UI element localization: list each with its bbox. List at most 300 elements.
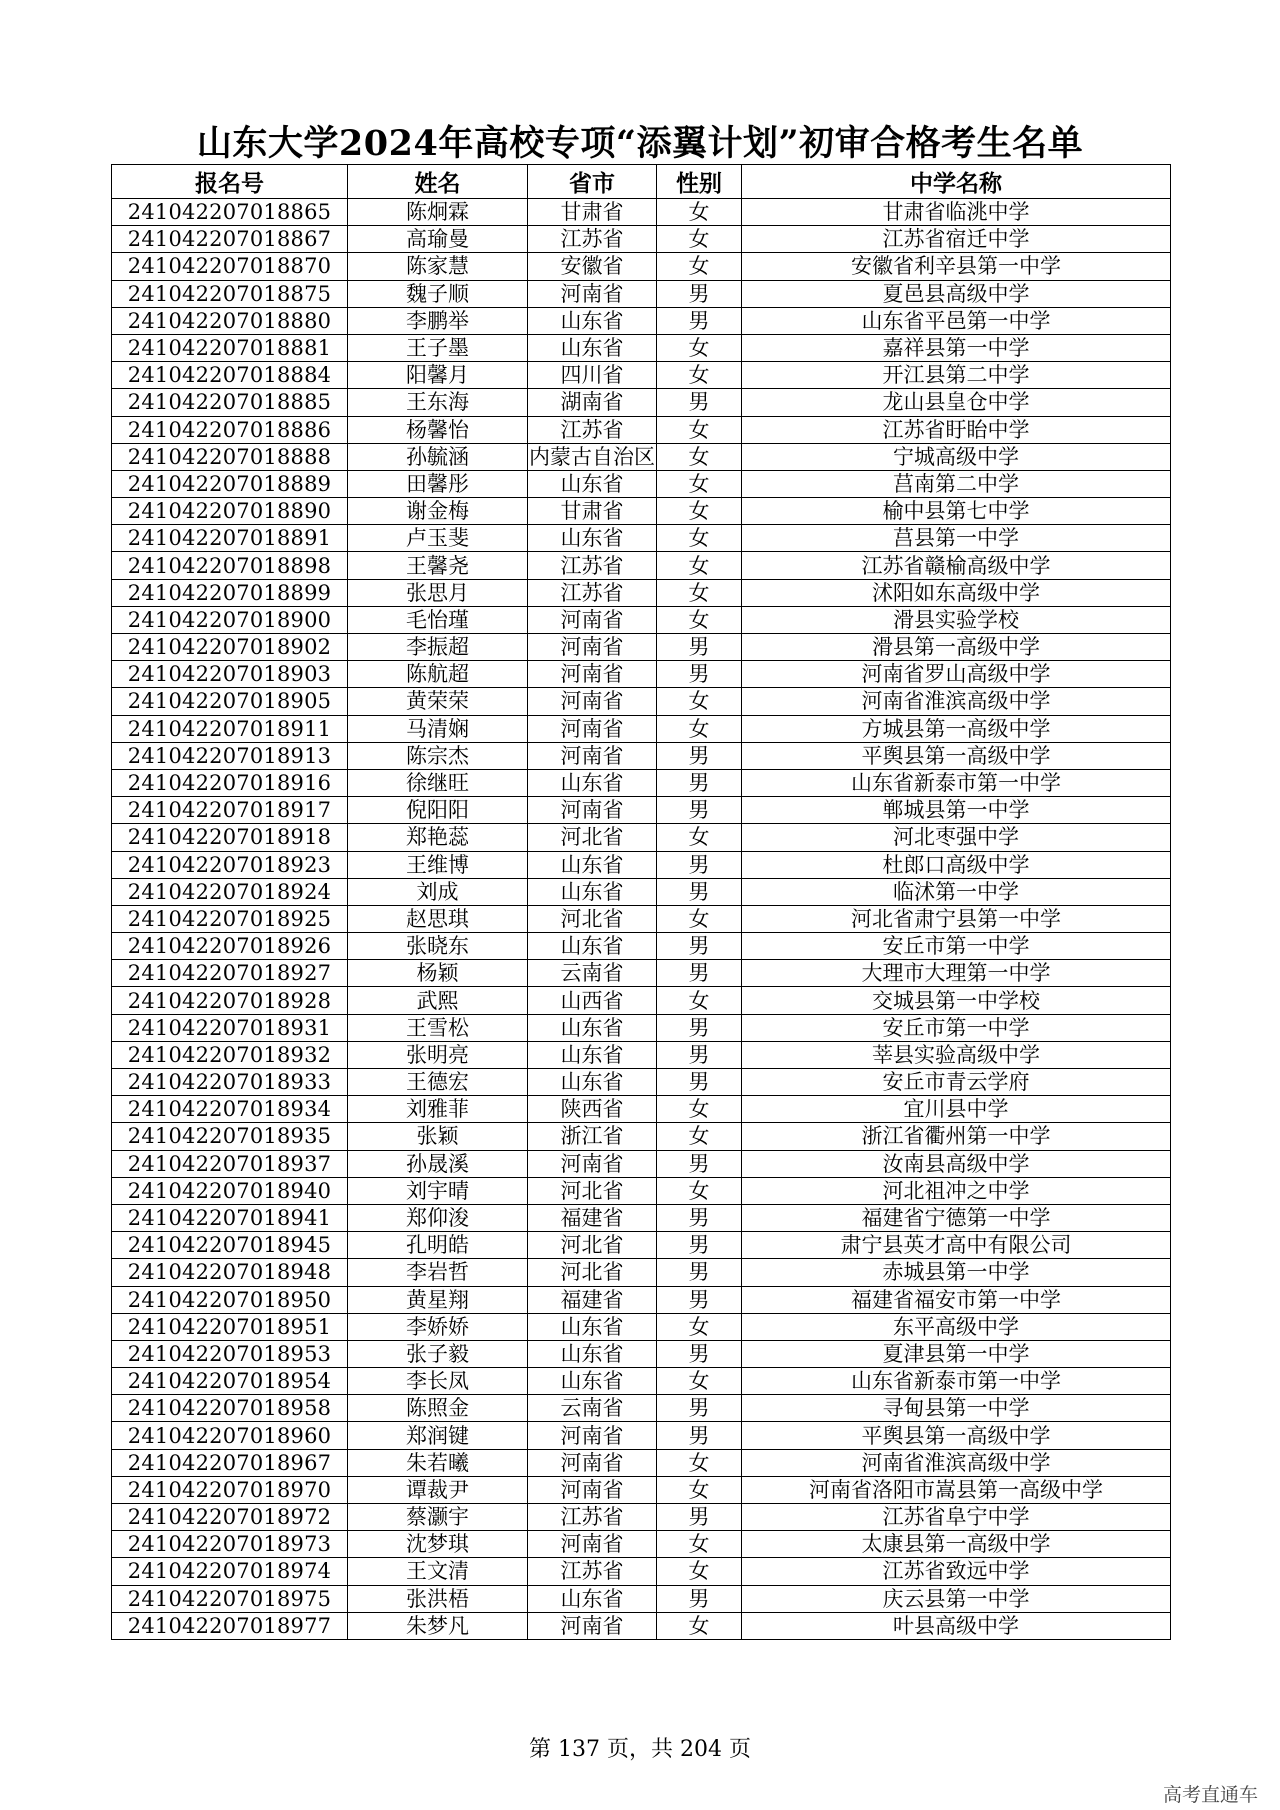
name-cell: 郑润键	[348, 1422, 528, 1449]
table-row	[112, 307, 1171, 334]
table-row	[112, 1096, 1171, 1123]
registration-number-cell: 241042207018928	[112, 987, 348, 1014]
gender-cell: 男	[657, 1585, 742, 1612]
table-row	[112, 1204, 1171, 1231]
school-name-cell: 赤城县第一中学	[742, 1259, 1171, 1286]
registration-number-cell: 241042207018890	[112, 498, 348, 525]
school-name-cell: 河南省洛阳市嵩县第一高级中学	[742, 1476, 1171, 1503]
registration-number-cell: 241042207018867	[112, 226, 348, 253]
table-row	[112, 334, 1171, 361]
school-name-cell: 开江县第二中学	[742, 362, 1171, 389]
name-cell: 张思月	[348, 579, 528, 606]
school-name-cell: 榆中县第七中学	[742, 498, 1171, 525]
province-cell: 湖南省	[528, 389, 657, 416]
table-row	[112, 1612, 1171, 1639]
registration-number-cell: 241042207018931	[112, 1014, 348, 1041]
province-cell: 福建省	[528, 1204, 657, 1231]
name-cell: 张明亮	[348, 1041, 528, 1068]
province-cell: 四川省	[528, 362, 657, 389]
registration-number-cell: 241042207018913	[112, 742, 348, 769]
gender-cell: 女	[657, 579, 742, 606]
registration-number-cell: 241042207018881	[112, 334, 348, 361]
school-name-cell: 滑县实验学校	[742, 606, 1171, 633]
gender-cell: 女	[657, 443, 742, 470]
school-name-cell: 安丘市青云学府	[742, 1069, 1171, 1096]
registration-number-cell: 241042207018975	[112, 1585, 348, 1612]
name-cell: 蔡灏宇	[348, 1504, 528, 1531]
school-name-cell: 福建省福安市第一中学	[742, 1286, 1171, 1313]
registration-number-cell: 241042207018960	[112, 1422, 348, 1449]
table-row	[112, 688, 1171, 715]
registration-number-cell: 241042207018932	[112, 1041, 348, 1068]
name-cell: 李鹏举	[348, 307, 528, 334]
gender-cell: 男	[657, 1504, 742, 1531]
name-cell: 田馨彤	[348, 470, 528, 497]
table-row	[112, 851, 1171, 878]
table-row	[112, 498, 1171, 525]
registration-number-cell: 241042207018950	[112, 1286, 348, 1313]
gender-cell: 女	[657, 987, 742, 1014]
gender-cell: 男	[657, 1395, 742, 1422]
name-cell: 李振超	[348, 634, 528, 661]
registration-number-cell: 241042207018948	[112, 1259, 348, 1286]
name-cell: 谢金梅	[348, 498, 528, 525]
name-cell: 王子墨	[348, 334, 528, 361]
province-cell: 河南省	[528, 1422, 657, 1449]
province-cell: 山东省	[528, 878, 657, 905]
province-cell: 山东省	[528, 307, 657, 334]
gender-cell: 女	[657, 824, 742, 851]
registration-number-cell: 241042207018973	[112, 1531, 348, 1558]
name-cell: 阳馨月	[348, 362, 528, 389]
name-cell: 赵思琪	[348, 905, 528, 932]
registration-number-cell: 241042207018941	[112, 1204, 348, 1231]
province-cell: 山东省	[528, 1041, 657, 1068]
table-row	[112, 1014, 1171, 1041]
table-row	[112, 1150, 1171, 1177]
name-cell: 陈家慧	[348, 253, 528, 280]
gender-cell: 女	[657, 1531, 742, 1558]
province-cell: 河南省	[528, 715, 657, 742]
table-row	[112, 878, 1171, 905]
table-row	[112, 1069, 1171, 1096]
name-cell: 武熙	[348, 987, 528, 1014]
registration-number-cell: 241042207018900	[112, 606, 348, 633]
registration-number-cell: 241042207018905	[112, 688, 348, 715]
name-cell: 谭裁尹	[348, 1476, 528, 1503]
school-name-cell: 浙江省衢州第一中学	[742, 1123, 1171, 1150]
table-row	[112, 797, 1171, 824]
name-cell: 王东海	[348, 389, 528, 416]
name-cell: 孔明皓	[348, 1232, 528, 1259]
gender-cell: 女	[657, 199, 742, 226]
school-name-cell: 宁城高级中学	[742, 443, 1171, 470]
name-cell: 刘宇晴	[348, 1177, 528, 1204]
school-name-cell: 江苏省赣榆高级中学	[742, 552, 1171, 579]
table-row	[112, 579, 1171, 606]
school-name-cell: 太康县第一高级中学	[742, 1531, 1171, 1558]
name-cell: 王德宏	[348, 1069, 528, 1096]
school-name-cell: 汝南县高级中学	[742, 1150, 1171, 1177]
province-cell: 山东省	[528, 470, 657, 497]
name-cell: 倪阳阳	[348, 797, 528, 824]
name-cell: 张子毅	[348, 1340, 528, 1367]
school-name-cell: 莒南第二中学	[742, 470, 1171, 497]
table-row	[112, 1558, 1171, 1585]
province-cell: 云南省	[528, 1395, 657, 1422]
table-row	[112, 1476, 1171, 1503]
registration-number-cell: 241042207018885	[112, 389, 348, 416]
watermark: 高考直通车	[1162, 1784, 1258, 1806]
table-row	[112, 606, 1171, 633]
school-name-cell: 江苏省阜宁中学	[742, 1504, 1171, 1531]
province-cell: 河南省	[528, 1612, 657, 1639]
registration-number-cell: 241042207018937	[112, 1150, 348, 1177]
name-cell: 王馨尧	[348, 552, 528, 579]
gender-cell: 男	[657, 1041, 742, 1068]
province-cell: 甘肃省	[528, 199, 657, 226]
table-row	[112, 742, 1171, 769]
gender-cell: 男	[657, 661, 742, 688]
table-row	[112, 470, 1171, 497]
province-cell: 河南省	[528, 1531, 657, 1558]
name-cell: 张洪梧	[348, 1585, 528, 1612]
name-cell: 张颖	[348, 1123, 528, 1150]
school-name-cell: 沭阳如东高级中学	[742, 579, 1171, 606]
table-row	[112, 960, 1171, 987]
gender-cell: 女	[657, 1096, 742, 1123]
gender-cell: 女	[657, 498, 742, 525]
gender-cell: 女	[657, 715, 742, 742]
gender-cell: 女	[657, 1612, 742, 1639]
province-cell: 安徽省	[528, 253, 657, 280]
table-row	[112, 552, 1171, 579]
gender-cell: 男	[657, 280, 742, 307]
registration-number-cell: 241042207018884	[112, 362, 348, 389]
province-cell: 河南省	[528, 797, 657, 824]
header-registration-number: 报名号	[112, 165, 348, 199]
gender-cell: 女	[657, 416, 742, 443]
school-name-cell: 安徽省利辛县第一中学	[742, 253, 1171, 280]
name-cell: 魏子顺	[348, 280, 528, 307]
school-name-cell: 肃宁县英才高中有限公司	[742, 1232, 1171, 1259]
province-cell: 河南省	[528, 742, 657, 769]
province-cell: 江苏省	[528, 226, 657, 253]
name-cell: 陈照金	[348, 1395, 528, 1422]
name-cell: 张晓东	[348, 933, 528, 960]
page-number: 第 137 页，共 204 页	[529, 1737, 751, 1762]
table-row	[112, 1449, 1171, 1476]
registration-number-cell: 241042207018954	[112, 1368, 348, 1395]
name-cell: 毛怡瑾	[348, 606, 528, 633]
name-cell: 王雪松	[348, 1014, 528, 1041]
table-row	[112, 1286, 1171, 1313]
school-name-cell: 寻甸县第一中学	[742, 1395, 1171, 1422]
table-row	[112, 1531, 1171, 1558]
school-name-cell: 甘肃省临洮中学	[742, 199, 1171, 226]
registration-number-cell: 241042207018934	[112, 1096, 348, 1123]
table-row	[112, 824, 1171, 851]
province-cell: 山东省	[528, 525, 657, 552]
name-cell: 徐继旺	[348, 769, 528, 796]
gender-cell: 男	[657, 1340, 742, 1367]
name-cell: 王文清	[348, 1558, 528, 1585]
registration-number-cell: 241042207018951	[112, 1313, 348, 1340]
registration-number-cell: 241042207018958	[112, 1395, 348, 1422]
province-cell: 江苏省	[528, 416, 657, 443]
province-cell: 山西省	[528, 987, 657, 1014]
province-cell: 山东省	[528, 1313, 657, 1340]
candidate-table	[111, 164, 1171, 1640]
registration-number-cell: 241042207018923	[112, 851, 348, 878]
name-cell: 李岩哲	[348, 1259, 528, 1286]
province-cell: 山东省	[528, 933, 657, 960]
province-cell: 江苏省	[528, 1504, 657, 1531]
school-name-cell: 莒县第一中学	[742, 525, 1171, 552]
province-cell: 河北省	[528, 1259, 657, 1286]
name-cell: 黄星翔	[348, 1286, 528, 1313]
province-cell: 河北省	[528, 1232, 657, 1259]
gender-cell: 女	[657, 470, 742, 497]
school-name-cell: 山东省平邑第一中学	[742, 307, 1171, 334]
registration-number-cell: 241042207018926	[112, 933, 348, 960]
gender-cell: 男	[657, 1204, 742, 1231]
table-row	[112, 199, 1171, 226]
table-row	[112, 1041, 1171, 1068]
registration-number-cell: 241042207018953	[112, 1340, 348, 1367]
registration-number-cell: 241042207018886	[112, 416, 348, 443]
gender-cell: 女	[657, 253, 742, 280]
school-name-cell: 夏津县第一中学	[742, 1340, 1171, 1367]
name-cell: 刘雅菲	[348, 1096, 528, 1123]
registration-number-cell: 241042207018940	[112, 1177, 348, 1204]
school-name-cell: 平舆县第一高级中学	[742, 1422, 1171, 1449]
province-cell: 江苏省	[528, 552, 657, 579]
registration-number-cell: 241042207018880	[112, 307, 348, 334]
table-row	[112, 362, 1171, 389]
header-school-name: 中学名称	[742, 165, 1171, 199]
province-cell: 河南省	[528, 606, 657, 633]
table-row	[112, 1422, 1171, 1449]
school-name-cell: 江苏省宿迁中学	[742, 226, 1171, 253]
gender-cell: 女	[657, 1313, 742, 1340]
gender-cell: 男	[657, 1286, 742, 1313]
province-cell: 甘肃省	[528, 498, 657, 525]
table-body	[112, 199, 1171, 1640]
registration-number-cell: 241042207018945	[112, 1232, 348, 1259]
table-row	[112, 634, 1171, 661]
gender-cell: 男	[657, 960, 742, 987]
province-cell: 山东省	[528, 1014, 657, 1041]
table-row	[112, 1504, 1171, 1531]
school-name-cell: 山东省新泰市第一中学	[742, 1368, 1171, 1395]
table-row	[112, 280, 1171, 307]
gender-cell: 男	[657, 742, 742, 769]
province-cell: 河南省	[528, 280, 657, 307]
name-cell: 卢玉斐	[348, 525, 528, 552]
gender-cell: 女	[657, 334, 742, 361]
table-row	[112, 1585, 1171, 1612]
registration-number-cell: 241042207018875	[112, 280, 348, 307]
registration-number-cell: 241042207018924	[112, 878, 348, 905]
province-cell: 河北省	[528, 905, 657, 932]
province-cell: 山东省	[528, 851, 657, 878]
province-cell: 山东省	[528, 1340, 657, 1367]
school-name-cell: 河南省淮滨高级中学	[742, 688, 1171, 715]
gender-cell: 男	[657, 634, 742, 661]
province-cell: 山东省	[528, 1368, 657, 1395]
table-header-row	[112, 165, 1171, 199]
registration-number-cell: 241042207018918	[112, 824, 348, 851]
gender-cell: 女	[657, 226, 742, 253]
school-name-cell: 河南省罗山高级中学	[742, 661, 1171, 688]
name-cell: 朱梦凡	[348, 1612, 528, 1639]
province-cell: 河南省	[528, 1150, 657, 1177]
gender-cell: 女	[657, 1558, 742, 1585]
gender-cell: 男	[657, 1232, 742, 1259]
gender-cell: 女	[657, 905, 742, 932]
table-row	[112, 1313, 1171, 1340]
table-row	[112, 525, 1171, 552]
table-row	[112, 443, 1171, 470]
registration-number-cell: 241042207018903	[112, 661, 348, 688]
school-name-cell: 河南省淮滨高级中学	[742, 1449, 1171, 1476]
school-name-cell: 杜郎口高级中学	[742, 851, 1171, 878]
province-cell: 河北省	[528, 1177, 657, 1204]
school-name-cell: 嘉祥县第一中学	[742, 334, 1171, 361]
school-name-cell: 河北枣强中学	[742, 824, 1171, 851]
registration-number-cell: 241042207018927	[112, 960, 348, 987]
gender-cell: 女	[657, 688, 742, 715]
province-cell: 河南省	[528, 661, 657, 688]
name-cell: 杨馨怡	[348, 416, 528, 443]
registration-number-cell: 241042207018888	[112, 443, 348, 470]
school-name-cell: 河北省肃宁县第一中学	[742, 905, 1171, 932]
school-name-cell: 莘县实验高级中学	[742, 1041, 1171, 1068]
gender-cell: 女	[657, 1476, 742, 1503]
page-title: 山东大学2024年高校专项“添翼计划”初审合格考生名单	[196, 123, 1084, 164]
school-name-cell: 东平高级中学	[742, 1313, 1171, 1340]
gender-cell: 女	[657, 1449, 742, 1476]
name-cell: 朱若曦	[348, 1449, 528, 1476]
table-row	[112, 416, 1171, 443]
province-cell: 河南省	[528, 688, 657, 715]
province-cell: 山东省	[528, 334, 657, 361]
province-cell: 云南省	[528, 960, 657, 987]
gender-cell: 男	[657, 1014, 742, 1041]
gender-cell: 女	[657, 552, 742, 579]
school-name-cell: 江苏省盱眙中学	[742, 416, 1171, 443]
table-row	[112, 1177, 1171, 1204]
table-row	[112, 769, 1171, 796]
registration-number-cell: 241042207018870	[112, 253, 348, 280]
registration-number-cell: 241042207018902	[112, 634, 348, 661]
school-name-cell: 夏邑县高级中学	[742, 280, 1171, 307]
registration-number-cell: 241042207018916	[112, 769, 348, 796]
registration-number-cell: 241042207018972	[112, 1504, 348, 1531]
table-row	[112, 1368, 1171, 1395]
table-row	[112, 1259, 1171, 1286]
name-cell: 孙晟溪	[348, 1150, 528, 1177]
registration-number-cell: 241042207018891	[112, 525, 348, 552]
name-cell: 沈梦琪	[348, 1531, 528, 1558]
registration-number-cell: 241042207018935	[112, 1123, 348, 1150]
province-cell: 山东省	[528, 1585, 657, 1612]
school-name-cell: 宜川县中学	[742, 1096, 1171, 1123]
registration-number-cell: 241042207018977	[112, 1612, 348, 1639]
gender-cell: 男	[657, 769, 742, 796]
registration-number-cell: 241042207018899	[112, 579, 348, 606]
name-cell: 李长凤	[348, 1368, 528, 1395]
table-row	[112, 905, 1171, 932]
registration-number-cell: 241042207018911	[112, 715, 348, 742]
province-cell: 陕西省	[528, 1096, 657, 1123]
header-gender: 性别	[657, 165, 742, 199]
table-row	[112, 1232, 1171, 1259]
table-row	[112, 389, 1171, 416]
table-row	[112, 933, 1171, 960]
table-row	[112, 1340, 1171, 1367]
name-cell: 王维博	[348, 851, 528, 878]
registration-number-cell: 241042207018865	[112, 199, 348, 226]
name-cell: 孙毓涵	[348, 443, 528, 470]
school-name-cell: 福建省宁德第一中学	[742, 1204, 1171, 1231]
school-name-cell: 山东省新泰市第一中学	[742, 769, 1171, 796]
name-cell: 高瑜曼	[348, 226, 528, 253]
table-row	[112, 1395, 1171, 1422]
province-cell: 山东省	[528, 769, 657, 796]
gender-cell: 男	[657, 307, 742, 334]
gender-cell: 男	[657, 797, 742, 824]
name-cell: 刘成	[348, 878, 528, 905]
province-cell: 浙江省	[528, 1123, 657, 1150]
province-cell: 福建省	[528, 1286, 657, 1313]
gender-cell: 男	[657, 933, 742, 960]
gender-cell: 男	[657, 851, 742, 878]
school-name-cell: 滑县第一高级中学	[742, 634, 1171, 661]
table-row	[112, 253, 1171, 280]
province-cell: 河南省	[528, 634, 657, 661]
school-name-cell: 江苏省致远中学	[742, 1558, 1171, 1585]
name-cell: 杨颖	[348, 960, 528, 987]
registration-number-cell: 241042207018933	[112, 1069, 348, 1096]
name-cell: 马清娴	[348, 715, 528, 742]
province-cell: 河南省	[528, 1476, 657, 1503]
gender-cell: 女	[657, 606, 742, 633]
gender-cell: 男	[657, 389, 742, 416]
school-name-cell: 方城县第一高级中学	[742, 715, 1171, 742]
name-cell: 陈航超	[348, 661, 528, 688]
school-name-cell: 郸城县第一中学	[742, 797, 1171, 824]
name-cell: 郑艳蕊	[348, 824, 528, 851]
name-cell: 黄荣荣	[348, 688, 528, 715]
registration-number-cell: 241042207018898	[112, 552, 348, 579]
name-cell: 陈炯霖	[348, 199, 528, 226]
table-row	[112, 1123, 1171, 1150]
gender-cell: 男	[657, 1150, 742, 1177]
province-cell: 河南省	[528, 1449, 657, 1476]
school-name-cell: 交城县第一中学校	[742, 987, 1171, 1014]
header-province: 省市	[528, 165, 657, 199]
province-cell: 江苏省	[528, 579, 657, 606]
gender-cell: 男	[657, 878, 742, 905]
school-name-cell: 庆云县第一中学	[742, 1585, 1171, 1612]
school-name-cell: 龙山县皇仓中学	[742, 389, 1171, 416]
province-cell: 内蒙古自治区	[529, 444, 655, 469]
school-name-cell: 临沭第一中学	[742, 878, 1171, 905]
province-cell: 山东省	[528, 1069, 657, 1096]
registration-number-cell: 241042207018974	[112, 1558, 348, 1585]
